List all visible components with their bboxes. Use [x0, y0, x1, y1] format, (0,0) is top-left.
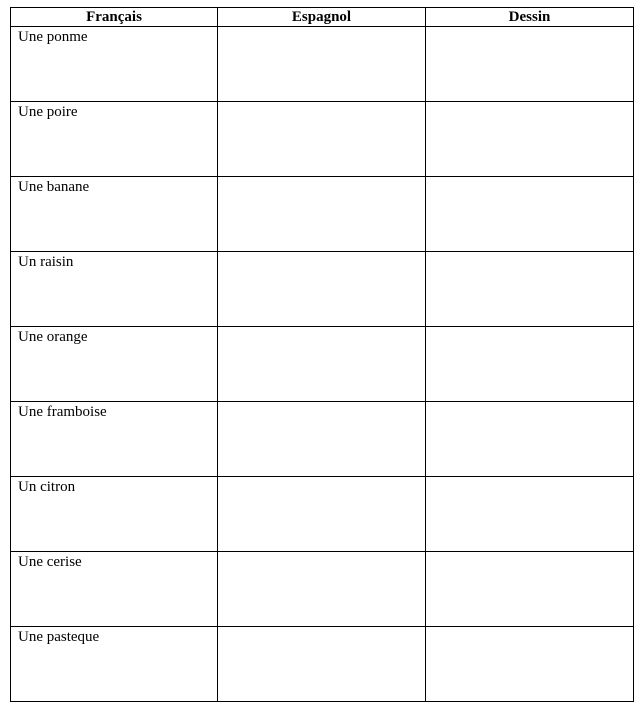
espagnol-cell[interactable]: [218, 27, 426, 102]
header-francais: Français: [11, 8, 218, 27]
francais-cell: Une banane: [11, 177, 218, 252]
espagnol-cell[interactable]: [218, 402, 426, 477]
header-espagnol: Espagnol: [218, 8, 426, 27]
francais-cell: Une ponme: [11, 27, 218, 102]
dessin-cell[interactable]: [426, 27, 634, 102]
header-row: [11, 8, 634, 27]
dessin-cell[interactable]: [426, 177, 634, 252]
espagnol-cell[interactable]: [218, 552, 426, 627]
dessin-cell[interactable]: [426, 477, 634, 552]
espagnol-cell[interactable]: [218, 252, 426, 327]
francais-cell: Une poire: [11, 102, 218, 177]
table-row: [11, 402, 634, 477]
vocabulary-table: [10, 7, 634, 702]
table-row: [11, 177, 634, 252]
table-row: [11, 252, 634, 327]
table-row: [11, 327, 634, 402]
table-row: [11, 627, 634, 702]
espagnol-cell[interactable]: [218, 102, 426, 177]
francais-cell: Une orange: [11, 327, 218, 402]
francais-cell: Une pasteque: [11, 627, 218, 702]
espagnol-cell[interactable]: [218, 177, 426, 252]
espagnol-cell[interactable]: [218, 627, 426, 702]
table-row: [11, 477, 634, 552]
dessin-cell[interactable]: [426, 627, 634, 702]
table-row: [11, 552, 634, 627]
table-row: [11, 102, 634, 177]
espagnol-cell[interactable]: [218, 477, 426, 552]
dessin-cell[interactable]: [426, 102, 634, 177]
francais-cell: Une framboise: [11, 402, 218, 477]
dessin-cell[interactable]: [426, 327, 634, 402]
francais-cell: Un raisin: [11, 252, 218, 327]
table-row: [11, 27, 634, 102]
dessin-cell[interactable]: [426, 402, 634, 477]
francais-cell: Un citron: [11, 477, 218, 552]
header-dessin: Dessin: [426, 8, 634, 27]
dessin-cell[interactable]: [426, 552, 634, 627]
francais-cell: Une cerise: [11, 552, 218, 627]
dessin-cell[interactable]: [426, 252, 634, 327]
espagnol-cell[interactable]: [218, 327, 426, 402]
